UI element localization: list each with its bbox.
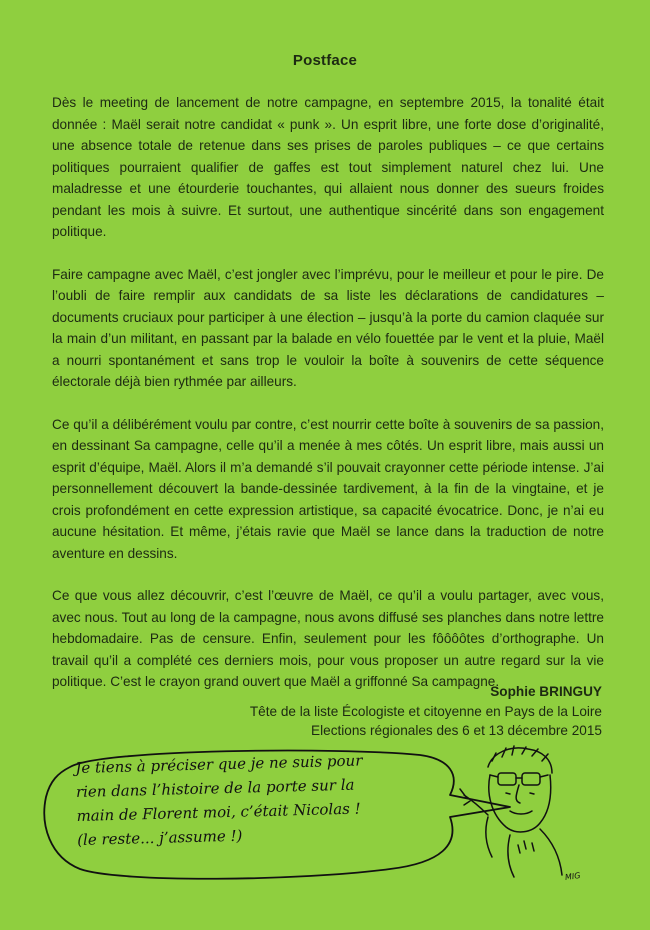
signature-election: Elections régionales des 6 et 13 décembre 2015 bbox=[311, 723, 602, 738]
paragraph-3: Ce qu’il a délibérément voulu par contre, c’est nourrir cette boîte à souvenirs de sa passion, en dessinant Sa campagne, celle qu’il a menée à mes côtés. Un esprit libre, mais aussi un esprit d’équipe, Maël. Alors il m’a demandé s’il pouvait crayonner cette période intense. J’ai personnellement découvert la bande-dessinée tardivement, à la fin de la vingtaine, et je crois profondément en cette expression artistique, sa capacité évocatrice. Donc, je n’ai eu aucune hésitation. Et même, j’étais ravie que Maël se lance dans la traduction de notre aventure en dessins. bbox=[52, 416, 604, 561]
bubble-line-1: Je tiens à préciser que je ne suis pour bbox=[75, 751, 363, 777]
paragraph-4: Ce que vous allez découvrir, c’est l’œuvre de Maël, ce qu’il a voulu partager, avec vous, avec nous. Tout au long de la campagne, nous avons diffusé ses planches dans notre lettre hebdomadaire. Pas de censure. Enfin, seulement pour les fôôôôtes d’orthographe. Un travail qu’il a complété ces derniers mois, pour vous proposer un autre regard sur la vie politique. C’est le crayon grand ouvert que Maël a griffonné Sa campagne. bbox=[52, 588, 604, 689]
bubble-line-4: (le reste... j’assume !) bbox=[76, 826, 243, 849]
signature-name: Sophie BRINGUY bbox=[490, 684, 602, 699]
bubble-line-3: main de Florent moi, c’était Nicolas ! bbox=[76, 799, 361, 825]
bubble-line-2: rien dans l’histoire de la porte sur la bbox=[75, 775, 355, 801]
speech-bubble-text bbox=[75, 747, 437, 852]
signature-block bbox=[250, 682, 602, 741]
artist-signature: MIG bbox=[564, 870, 582, 883]
postface-body bbox=[52, 92, 604, 714]
signature-role: Tête de la liste Écologiste et citoyenne en Pays de la Loire bbox=[249, 703, 602, 719]
caricature-portrait bbox=[460, 746, 562, 877]
page-title: Postface bbox=[292, 52, 358, 69]
paragraph-1: Dès le meeting de lancement de notre campagne, en septembre 2015, la tonalité était donnée : Maël serait notre candidat « punk ». Un esprit libre, une forte dose d’originalité, une absence totale de retenue dans ses prises de paroles publiques – ce que certains politiques pourraient qualifier de gaffes est tout simplement naturel chez lui. Une maladresse et une étourderie touchantes, qui allaient nous donner des sueurs froides pendant les mois à suivre. Et surtout, une authentique sincérité dans son engagement politique. bbox=[52, 95, 604, 239]
paragraph-2: Faire campagne avec Maël, c’est jongler avec l’imprévu, pour le meilleur et pour le pire. De l’oubli de faire remplir aux candidats de sa liste les déclarations de candidatures – documents cruciaux pour participer à une élection – jusqu’à la porte du camion claquée sur la main d’un militant, en passant par la balade en vélo fouettée par le vent et la pluie, Maël a nourri spontanément et sans trop le vouloir la boîte à souvenirs de cette séquence électorale déjà bien rythmée par ailleurs. bbox=[52, 266, 604, 389]
